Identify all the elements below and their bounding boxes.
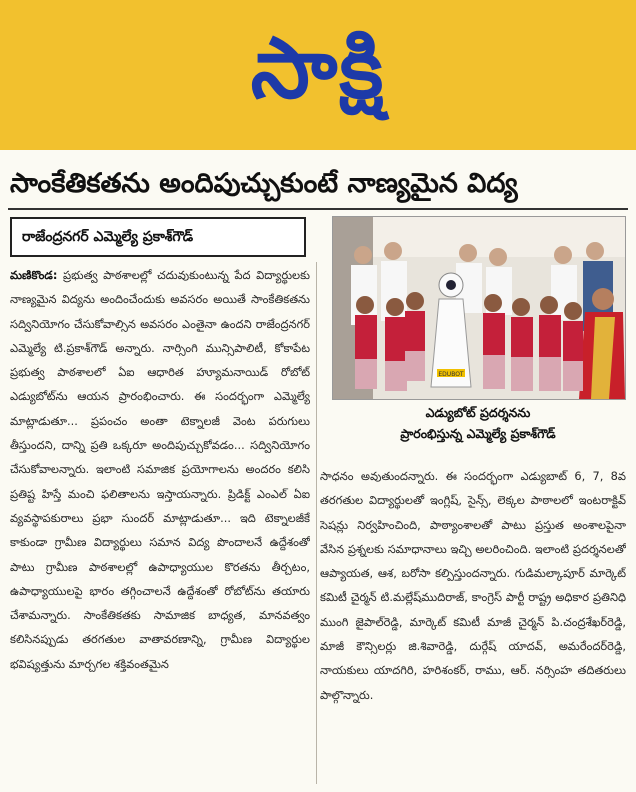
- dateline: మణికొండ:: [10, 268, 58, 282]
- article-headline: సాంకేతికతను అందిపుచ్చుకుంటే నాణ్యమైన విద్య: [10, 168, 518, 199]
- article-photo: [332, 216, 626, 400]
- body-text-left: ప్రభుత్వ పాఠశాలల్లో చదువుకుంటున్న పేద విద్యార్థులకు నాణ్యమైన విద్యను అందించేందుకు అవసరం అయితే సాంకేతికతను సద్వినియోగం చేసుకోవాల్సిన అవసరం ఎంతైనా ఉందని రాజేంద్రనగర్ ఎమ్మెల్యే టి.ప్రకాశ్‌గౌడ్ అన్నారు. నార్సింగి మున్సిపాలిటీ, కోకాపేట ప్రభుత్వ పాఠశాలలో ఏఐ ఆధారిత హ్యూమనాయిడ్ రోబోట్ ఎడ్యుబోట్‌ను ఆయన ప్రారంభించారు. ఈ సందర్భంగా ఎమ్మెల్యే మాట్లాడుతూ... ప్రపంచం అంతా టెక్నాలజీ వెంట పరుగులు తీస్తుందని, దాన్ని ప్రతి ఒక్కరూ అందిపుచ్చుకోవడం... సద్వినియోగం చేసుకోవాలన్నారు. ఇలాంటి సమాజిక ప్రయోగాలను అందరం కలిసి ప్రతిష్ట హిస్తే మంచి ఫలితాలను ఇస్తాయన్నారు. ప్రిడిక్ట్ ఎంఎల్ ఏఐ వ్యవస్థాపకురాలు ప్రభా సుందర్ మాట్లాడుతూ... ఇది టెక్నాలజీకే కాకుండా గ్రామీణ విద్యార్థులు సమాన విద్య పొందాలనే ఉద్దేశంతో పాటు గ్రామీణ పాఠశాలల్లో ఉపాధ్యాయుల కొరతను తీర్చటం, ఉపాధ్యాయులపై భారం తగ్గించాలనే ఉద్దేశంతో రోబోట్‌ను తయారు చేశామన్నారు. సాంకేతికతకు సామాజిక బాధ్యత, మానవత్వం కలిసినప్పుడు తరగతుల వాతావరణాన్ని, గ్రామీణ విద్యార్థుల భవిష్యత్తును మార్చగల శక్తివంతమైన: [10, 268, 310, 671]
- article-body-right-column: [320, 464, 626, 782]
- column-divider: [316, 262, 317, 784]
- article-body-left-column: [10, 263, 310, 783]
- newspaper-logo: సాక్షి: [250, 19, 386, 117]
- byline-text: రాజేంద్రనగర్ ఎమ్మెల్యే ప్రకాశ్‌గౌడ్: [22, 229, 194, 245]
- masthead: [0, 0, 636, 150]
- headline-rule: [8, 208, 628, 210]
- robot-label: EDUBOT: [438, 371, 464, 378]
- photo-caption: [332, 402, 624, 444]
- caption-line-1: ఎడ్యుబోట్ ప్రదర్శనను: [425, 405, 531, 420]
- photo-illustration: [333, 217, 625, 399]
- byline-box: [10, 217, 306, 257]
- body-text-right: సాధనం అవుతుందన్నారు. ఈ సందర్భంగా ఎడ్యుబాట్ 6, 7, 8వ తరగతుల విద్యార్థులతో ఇంగ్లిష్, సైన్స్, లెక్కల పాఠాలలో ఇంటరాక్టివ్ సెషన్లు నిర్వహించింది, పాఠ్యాంశాలతో పాటు ప్రస్తుత అంశాలపైనా వేసిన ప్రశ్నలకు సమాధానాలు ఇచ్చి అలరించింది. ఇలాంటి ప్రదర్శనలతో ఆప్యాయత, ఆశ, బరోసా కల్పిస్తుందన్నారు. గుడిమల్కాపూర్ మార్కెట్ కమిటీ చైర్మన్ టి.మల్లేష్‌ముదిరాజ్, కాంగ్రెస్ పార్టీ రాష్ట్ర అధికార ప్రతినిధి ముంగి జైపాల్‌రెడ్డి, మార్కెట్ కమిటీ మాజీ చైర్మన్ పి.చంద్రశేఖర్‌రెడ్డి, మాజీ కౌన్సిలర్లు జి.శివారెడ్డి, దుర్గేష్ యాదవ్, అమరేందర్‌రెడ్డి, నాయకులు యాదగిరి, హరిశంకర్, రాము, ఆర్. నర్సింహ తదితరులు పాల్గొన్నారు.: [320, 469, 626, 702]
- caption-line-2: ప్రారంభిస్తున్న ఎమ్మెల్యే ప్రకాశ్‌గౌడ్: [400, 426, 556, 441]
